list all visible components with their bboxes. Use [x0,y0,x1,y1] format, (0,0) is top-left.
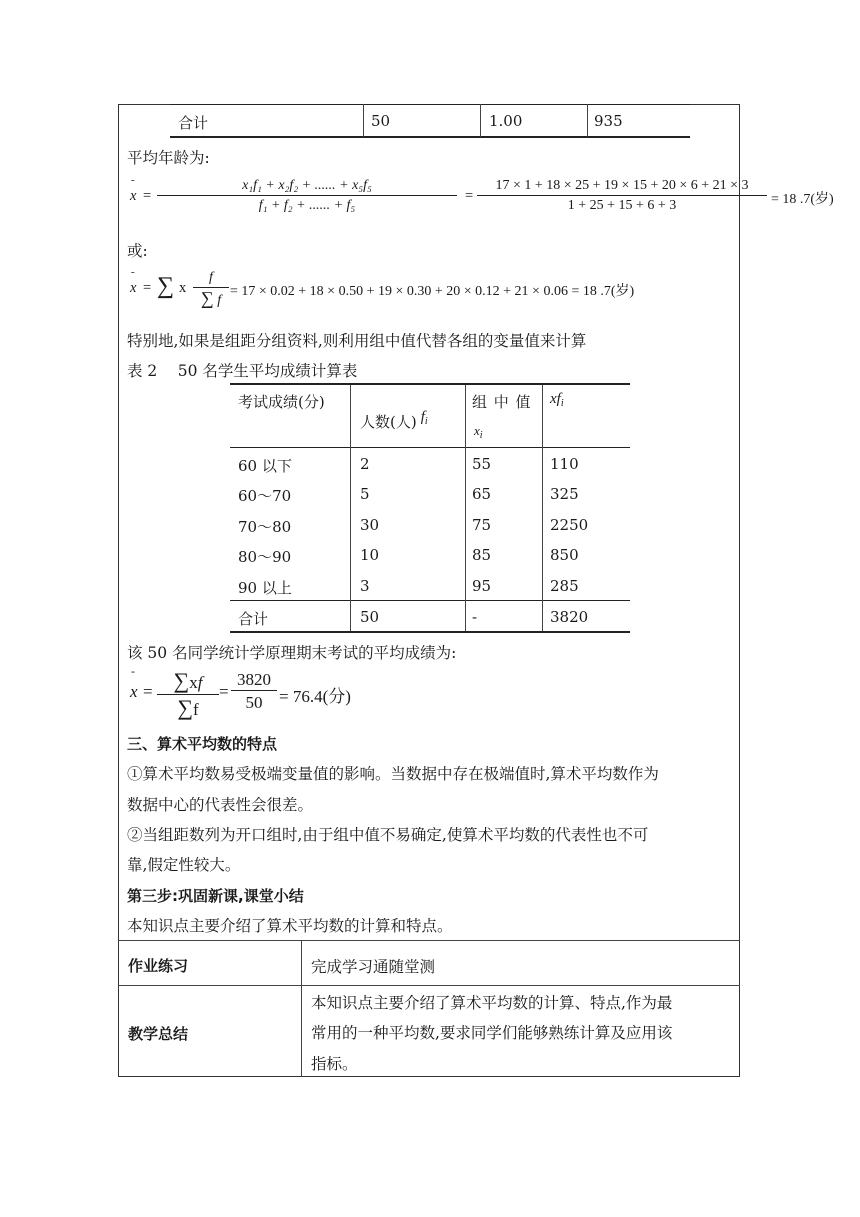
step3-title: 第三步:巩固新课,课堂小结 [127,887,304,905]
formula2-expr: = 17 × 0.02 + 18 × 0.50 + 19 × 0.30 + 20 × 0.12 + 21 × 0.06 = 18 .7(岁) [230,284,635,299]
formula3-result: = 76.4(分) [279,687,351,706]
point1-line2: 数据中心的代表性会很差。 [127,796,314,814]
summary-line1: 本知识点主要介绍了算术平均数的计算、特点,作为最 [311,994,673,1012]
table2-r1-c4: 110 [550,455,579,473]
table2-total-c2: 50 [360,608,380,626]
special-text: 特别地,如果是组距分组资料,则利用组中值代替各组的变量值来计算 [127,332,587,350]
top-total-count: 50 [371,112,391,130]
top-total-xf: 935 [594,112,623,130]
formula1-result: = 18 .7(岁) [771,192,834,207]
point2-line2: 靠,假定性较大。 [127,856,241,874]
table2-r5-c1: 90 以上 [238,579,292,597]
table2-header-count: 人数(人) $f_i$ [360,409,428,431]
table2-total-c1: 合计 [238,610,269,628]
table2-r1-c2: 2 [360,455,370,473]
table2-caption: 表 2 50 名学生平均成绩计算表 [127,362,358,380]
table2-total-c3: - [472,608,478,626]
table2-r2-c1: 60～70 [238,487,292,505]
top-total-label: 合计 [178,114,209,132]
table2-r4-c4: 850 [550,546,579,564]
summary-label: 教学总结 [128,1025,189,1043]
table2-r4-c3: 85 [472,546,492,564]
table2-r1-c1: 60 以下 [238,457,292,475]
summary-line3: 指标。 [311,1055,358,1073]
formula1-num-sym: x₁f₁ + x₂f₂ + ...... + x₅f₅ [242,178,372,193]
table2-total-c4: 3820 [550,608,589,626]
table2-r5-c2: 3 [360,577,370,595]
table2-r3-c2: 30 [360,516,380,534]
summary-line2: 常用的一种平均数,要求同学们能够熟练计算及应用该 [311,1024,673,1042]
table2-r2-c3: 65 [472,485,492,503]
avg-score-title: 该 50 名同学统计学原理期末考试的平均成绩为: [127,644,457,662]
point2-line1: ②当组距数列为开口组时,由于组中值不易确定,使算术平均数的代表性也不可 [127,826,649,844]
table2-r5-c3: 95 [472,577,492,595]
formula1-den-sym: f₁ + f₂ + ...... + f₅ [157,195,457,214]
table2-r3-c3: 75 [472,516,492,534]
section3-title: 三、算术平均数的特点 [127,735,278,753]
table2-r3-c1: 70～80 [238,518,292,536]
table2-r4-c1: 80～90 [238,548,292,566]
homework-label: 作业练习 [128,957,189,975]
avg-age-title: 平均年龄为: [127,149,210,167]
top-total-freq: 1.00 [489,112,523,130]
homework-value: 完成学习通随堂测 [311,958,436,976]
table2-header-mid: 组 中 值 [472,393,532,411]
table2-r2-c2: 5 [360,485,370,503]
table2-header-xf: $xf_i$ [550,391,564,409]
table2-r1-c3: 55 [472,455,492,473]
table2-r4-c2: 10 [360,546,380,564]
table2-r5-c4: 285 [550,577,579,595]
formula3-num: 3820 [237,670,271,689]
table2-r3-c4: 2250 [550,516,589,534]
table2-header-mid-sym: $x_i$ [474,423,483,441]
or-label: 或: [127,242,148,260]
step3-text: 本知识点主要介绍了算术平均数的计算和特点。 [127,917,453,935]
point1-line1: ①算术平均数易受极端变量值的影响。当数据中存在极端值时,算术平均数作为 [127,765,659,783]
formula3-den: 50 [231,690,277,713]
formula1-num-val: 17 × 1 + 18 × 25 + 19 × 15 + 20 × 6 + 21 × 3 [495,178,749,193]
table2-header-score: 考试成绩(分) [238,393,325,411]
table2-r2-c4: 325 [550,485,579,503]
formula1-den-val: 1 + 25 + 15 + 6 + 3 [477,195,767,214]
